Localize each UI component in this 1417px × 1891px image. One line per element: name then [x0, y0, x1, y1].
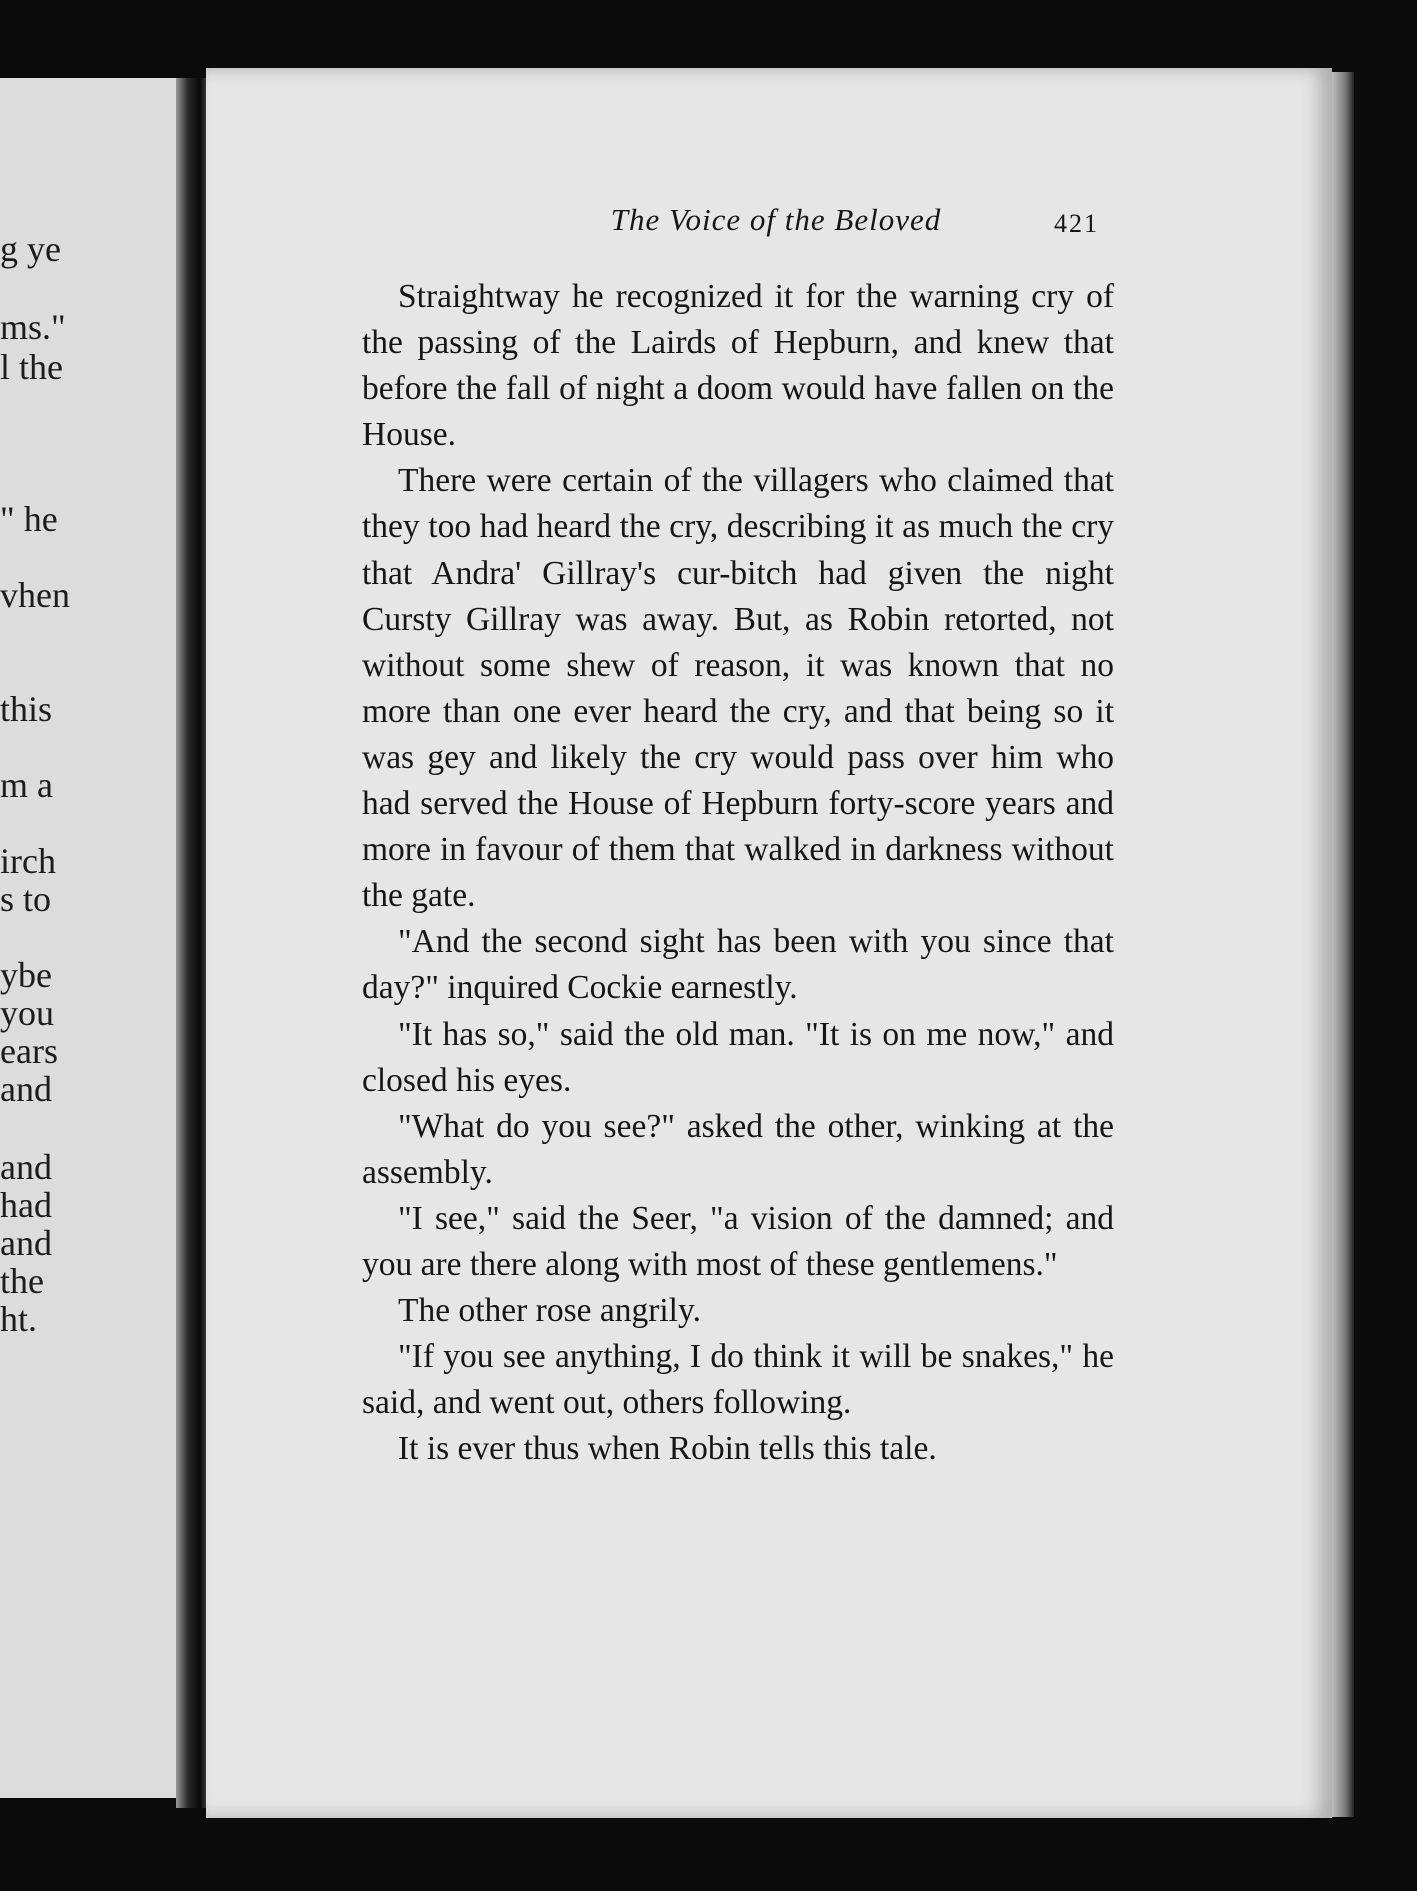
paragraph: The other rose angrily. — [398, 1292, 701, 1330]
prev-page-line: l the — [0, 347, 63, 387]
prev-page-line: " he — [0, 499, 58, 539]
paragraph: "If you see anything, I do think it will be snakes," he said, and went out, others following. — [362, 1338, 1114, 1422]
prev-page-line: had — [0, 1185, 52, 1225]
prev-page-line: you — [0, 993, 54, 1033]
book-page — [206, 68, 1332, 1818]
book-gutter — [176, 78, 210, 1808]
paragraph: "And the second sight has been with you since that day?" inquired Cockie earnestly. — [362, 923, 1114, 1007]
prev-page-line: this — [0, 689, 53, 729]
paragraph: It is ever thus when Robin tells this tale. — [398, 1430, 937, 1468]
prev-page-line: s to — [0, 879, 52, 919]
prev-page-line: ears — [0, 1031, 58, 1071]
prev-page-line: irch — [0, 841, 56, 881]
paragraph: "It has so," said the old man. "It is on me now," and closed his eyes. — [362, 1015, 1114, 1099]
paragraph: "What do you see?" asked the other, winking at the assembly. — [362, 1107, 1114, 1191]
paragraph: Straightway he recognized it for the warning cry of the passing of the Lairds of Hepburn, and knew that before the fall of night a doom would have fallen on the House. — [362, 278, 1114, 454]
paragraph: "I see," said the Seer, "a vision of the damned; and you are there along with most of these gentlemens." — [362, 1199, 1114, 1283]
running-title: The Voice of the Beloved — [610, 202, 942, 237]
prev-page-line: ybe — [0, 955, 52, 995]
paragraph: There were certain of the villagers who claimed that they too had heard the cry, describing it as much the cry that Andra' Gillray's cur-bitch had given the night Cursty Gillray was away. But, as Robin retorted, not without some shew of reason, it was known that no more than one ever heard the cry, and that being so it was gey and likely the cry would pass over him who had served the House of Hepburn forty-score years and more in favour of them that walked in darkness without the gate. — [362, 462, 1114, 915]
previous-page — [0, 78, 176, 1798]
prev-page-line: ms." — [0, 307, 66, 347]
prev-page-line: ht. — [0, 1299, 38, 1339]
page-number: 421 — [1054, 209, 1099, 238]
prev-page-line: the — [0, 1261, 44, 1301]
prev-page-line: m a — [0, 765, 53, 805]
prev-page-line: and — [0, 1069, 52, 1109]
page-edge — [1332, 72, 1354, 1817]
prev-page-line: g ye — [0, 229, 61, 269]
prev-page-line: and — [0, 1223, 52, 1263]
prev-page-line: vhen — [0, 575, 70, 615]
body-text — [362, 274, 1114, 1472]
prev-page-line: and — [0, 1147, 52, 1187]
